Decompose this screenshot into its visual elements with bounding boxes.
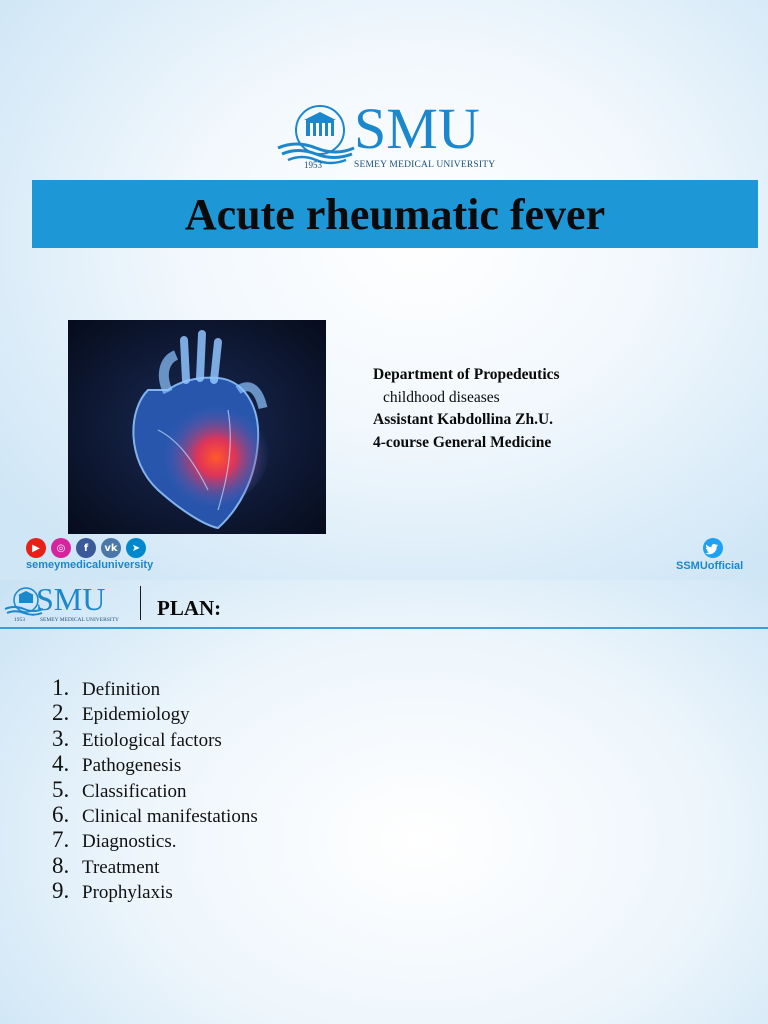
list-item	[52, 675, 258, 700]
logo-wordmark: SMU	[354, 96, 480, 161]
item-number: 8.	[52, 852, 70, 878]
item-number: 7.	[52, 827, 70, 853]
heart-illustration	[68, 320, 326, 534]
list-item	[52, 700, 258, 725]
header-rule	[0, 627, 768, 629]
list-item	[52, 751, 258, 776]
list-item	[52, 726, 258, 751]
item-text: Treatment	[82, 856, 160, 878]
list-item	[52, 802, 258, 827]
logo-year: 1953	[14, 617, 25, 623]
item-number: 2.	[52, 700, 70, 726]
telegram-icon[interactable]: ➤	[126, 538, 146, 558]
item-text: Clinical manifestations	[82, 805, 258, 827]
header-divider	[140, 586, 141, 620]
youtube-icon[interactable]: ▶	[26, 538, 46, 558]
social-icons	[26, 538, 146, 558]
item-text: Pathogenesis	[82, 755, 182, 777]
smu-logo-small	[4, 582, 154, 626]
plan-slide	[0, 580, 768, 1024]
slide-title: Acute rheumatic fever	[184, 189, 606, 239]
instagram-icon[interactable]: ◎	[51, 538, 71, 558]
smu-logo	[276, 96, 526, 175]
list-item	[52, 853, 258, 878]
plan-list	[52, 675, 258, 904]
item-number: 9.	[52, 878, 70, 904]
item-text: Diagnostics.	[82, 831, 177, 853]
social-handle-left[interactable]: semeymedicaluniversity	[26, 559, 154, 571]
twitter-icon[interactable]	[703, 538, 723, 558]
item-text: Epidemiology	[82, 704, 190, 726]
list-item	[52, 878, 258, 903]
item-text: Definition	[82, 679, 161, 700]
social-handle-right[interactable]: SSMUofficial	[676, 560, 744, 572]
item-number: 1.	[52, 675, 70, 700]
logo-year: 1953	[304, 160, 322, 170]
item-number: 4.	[52, 751, 70, 777]
title-banner	[32, 180, 758, 248]
facebook-icon[interactable]: f	[76, 538, 96, 558]
vk-icon[interactable]: vk	[101, 538, 121, 558]
item-number: 5.	[52, 776, 70, 802]
logo-university-name: SEMEY MEDICAL UNIVERSITY	[354, 160, 496, 170]
logo-university-name: SEMEY MEDICAL UNIVERSITY	[40, 617, 120, 623]
department-subline: childhood diseases	[383, 388, 500, 406]
item-text: Classification	[82, 780, 187, 802]
course-line: 4-course General Medicine	[373, 433, 552, 451]
item-number: 6.	[52, 801, 70, 827]
assistant-line: Assistant Kabdollina Zh.U.	[373, 411, 554, 428]
list-item	[52, 827, 258, 852]
plan-heading: PLAN:	[157, 596, 222, 620]
department-line: Department of Propedeutics	[373, 366, 560, 383]
item-number: 3.	[52, 725, 70, 751]
item-text: Etiological factors	[82, 729, 222, 751]
item-text: Prophylaxis	[82, 882, 173, 904]
list-item	[52, 777, 258, 802]
logo-wordmark: SMU	[36, 581, 106, 617]
presentation-info	[373, 364, 560, 454]
